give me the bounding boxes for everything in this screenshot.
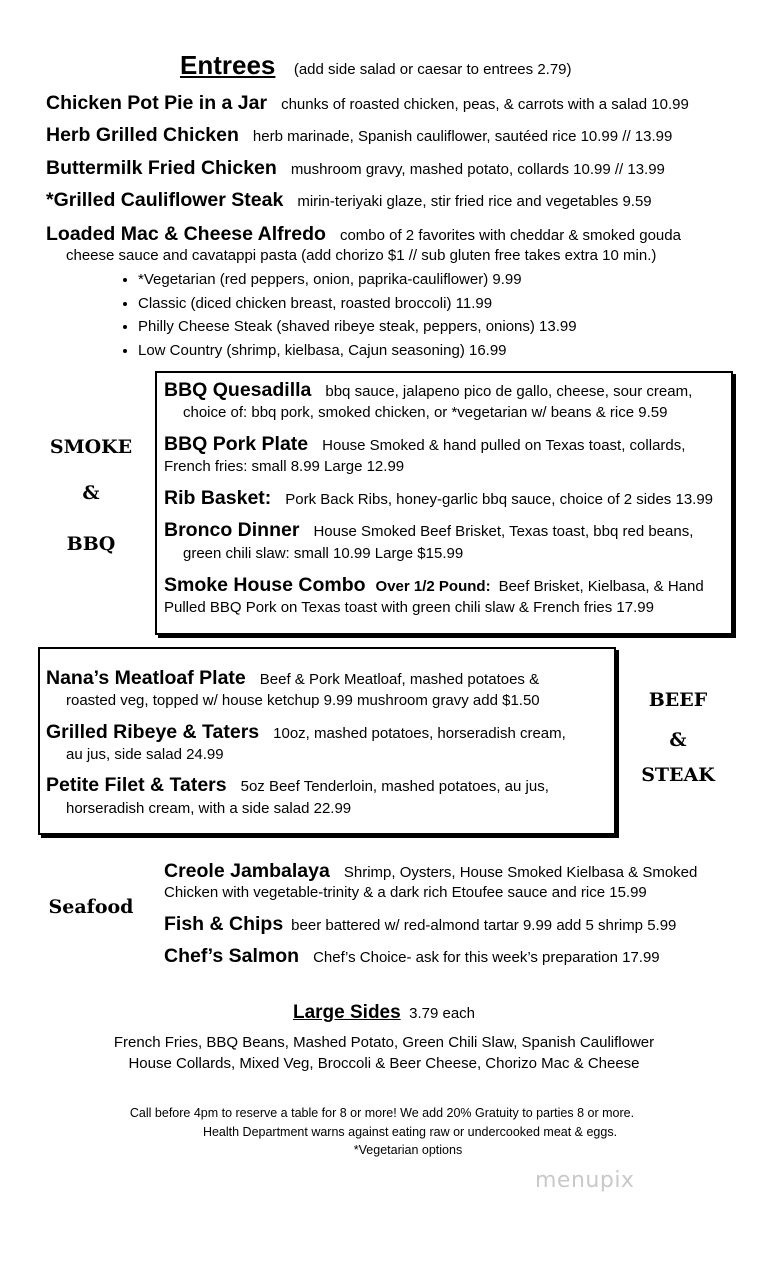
list-item: • *Vegetarian (red peppers, onion, paprika-cauliflower) 9.99 <box>138 268 577 292</box>
sides-line-1: French Fries, BBQ Beans, Mashed Potato, Green Chili Slaw, Spanish Cauliflower <box>113 1034 655 1051</box>
item-desc-continued: roasted veg, topped w/ house ketchup 9.99 mushroom gravy add $1.50 <box>66 692 540 709</box>
footer-reservation-note: Call before 4pm to reserve a table for 8 or more! We add 20% Gratuity to parties 8 or more. <box>129 1106 635 1120</box>
item-name: Bronco Dinner <box>164 519 300 541</box>
item-desc: 10oz, mashed potatoes, horseradish cream, <box>273 725 566 742</box>
item-desc: herb marinade, Spanish cauliflower, sautéed rice 10.99 // 13.99 <box>252 128 673 145</box>
list-item: • Classic (diced chicken breast, roasted broccoli) 11.99 <box>138 292 577 316</box>
item-desc-continued: choice of: bbq pork, smoked chicken, or *vegetarian w/ beans & rice 9.59 <box>183 404 668 421</box>
menu-item <box>164 913 676 936</box>
item-name: Herb Grilled Chicken <box>46 124 239 146</box>
menupix-watermark: menupix <box>535 1168 635 1193</box>
menu-item <box>164 379 692 402</box>
item-desc: Pork Back Ribs, honey-garlic bbq sauce, choice of 2 sides 13.99 <box>285 491 714 508</box>
item-desc-continued: horseradish cream, with a side salad 22.99 <box>66 800 352 817</box>
category-ampersand: & <box>82 482 100 504</box>
menu-item <box>46 124 672 147</box>
menu-item <box>164 945 660 968</box>
item-desc-continued: cheese sauce and cavatappi pasta (add chorizo $1 // sub gluten free takes extra 10 min.) <box>66 247 657 264</box>
item-desc: House Smoked & hand pulled on Texas toast, collards, <box>322 437 686 454</box>
item-desc: 5oz Beef Tenderloin, mashed potatoes, au jus, <box>240 778 549 795</box>
item-name: Grilled Ribeye & Taters <box>46 721 260 743</box>
item-desc: bbq sauce, jalapeno pico de gallo, cheese, sour cream, <box>325 383 693 400</box>
item-name: Chef’s Salmon <box>164 945 300 967</box>
menu-item <box>164 574 704 597</box>
item-desc-continued: Chicken with vegetable-trinity & a dark rich Etoufee sauce and rice 15.99 <box>164 884 647 901</box>
entrees-note: (add side salad or caesar to entrees 2.79) <box>293 61 572 78</box>
menu-item <box>46 721 566 744</box>
menu-item-mac <box>46 223 681 246</box>
menu-item <box>164 433 685 456</box>
item-desc-continued: French fries: small 8.99 Large 12.99 <box>164 458 405 475</box>
item-name: BBQ Quesadilla <box>164 379 312 401</box>
menu-item <box>46 157 665 180</box>
menu-item <box>46 774 549 797</box>
entrees-header <box>180 50 572 81</box>
entrees-heading: Entrees <box>180 50 276 80</box>
menu-item <box>46 189 652 212</box>
item-desc: combo of 2 favorites with cheddar & smoked gouda <box>339 227 681 244</box>
item-name: BBQ Pork Plate <box>164 433 309 455</box>
sides-heading: Large Sides <box>292 1002 401 1023</box>
category-ampersand: & <box>669 729 687 751</box>
item-desc: mushroom gravy, mashed potato, collards 10.99 // 13.99 <box>290 161 665 178</box>
category-seafood: Seafood <box>48 896 134 918</box>
menu-item <box>164 860 697 883</box>
menu-item <box>164 519 693 542</box>
sides-price: 3.79 each <box>409 1005 476 1022</box>
item-name: Smoke House Combo <box>164 574 366 596</box>
item-desc: Shrimp, Oysters, House Smoked Kielbasa & Smoked <box>343 864 698 881</box>
item-desc-continued: au jus, side salad 24.99 <box>66 746 224 763</box>
item-desc: House Smoked Beef Brisket, Texas toast, bbq red beans, <box>313 523 694 540</box>
item-name: Chicken Pot Pie in a Jar <box>46 92 268 114</box>
list-item: • Philly Cheese Steak (shaved ribeye steak, peppers, onions) 13.99 <box>138 315 577 339</box>
footer-health-warning: Health Department warns against eating raw or undercooked meat & eggs. <box>202 1125 618 1139</box>
item-qualifier: Over 1/2 Pound: <box>375 578 491 595</box>
footer-vegetarian-note: *Vegetarian options <box>353 1143 463 1157</box>
category-beef: BEEF <box>648 689 708 711</box>
sides-header <box>0 1002 768 1024</box>
item-name: Loaded Mac & Cheese Alfredo <box>46 223 326 245</box>
category-smoke: SMOKE <box>49 436 133 458</box>
item-desc: Beef Brisket, Kielbasa, & Hand <box>498 578 704 595</box>
mac-variations-list <box>118 268 577 362</box>
item-desc: mirin-teriyaki glaze, stir fried rice and vegetables 9.59 <box>297 193 652 210</box>
category-steak: STEAK <box>641 764 715 786</box>
category-bbq: BBQ <box>66 533 116 555</box>
item-name: *Grilled Cauliflower Steak <box>46 189 284 211</box>
item-name: Fish & Chips <box>164 913 284 935</box>
item-name: Petite Filet & Taters <box>46 774 227 796</box>
item-desc: Chef’s Choice- ask for this week’s preparation 17.99 <box>313 949 660 966</box>
item-desc: Beef & Pork Meatloaf, mashed potatoes & <box>259 671 540 688</box>
sides-line-2: House Collards, Mixed Veg, Broccoli & Beer Cheese, Chorizo Mac & Cheese <box>128 1055 640 1072</box>
menu-item <box>164 487 713 510</box>
menu-item <box>46 92 689 115</box>
item-desc-continued: green chili slaw: small 10.99 Large $15.99 <box>183 545 464 562</box>
item-name: Rib Basket: <box>164 487 272 509</box>
item-name: Buttermilk Fried Chicken <box>46 157 277 179</box>
list-item: • Low Country (shrimp, kielbasa, Cajun seasoning) 16.99 <box>138 339 577 363</box>
item-name: Nana’s Meatloaf Plate <box>46 667 246 689</box>
menu-item <box>46 667 539 690</box>
item-name: Creole Jambalaya <box>164 860 330 882</box>
item-desc: beer battered w/ red-almond tartar 9.99 add 5 shrimp 5.99 <box>291 917 677 934</box>
item-desc-continued: Pulled BBQ Pork on Texas toast with green chili slaw & French fries 17.99 <box>164 599 654 616</box>
item-desc: chunks of roasted chicken, peas, & carrots with a salad 10.99 <box>281 96 689 113</box>
